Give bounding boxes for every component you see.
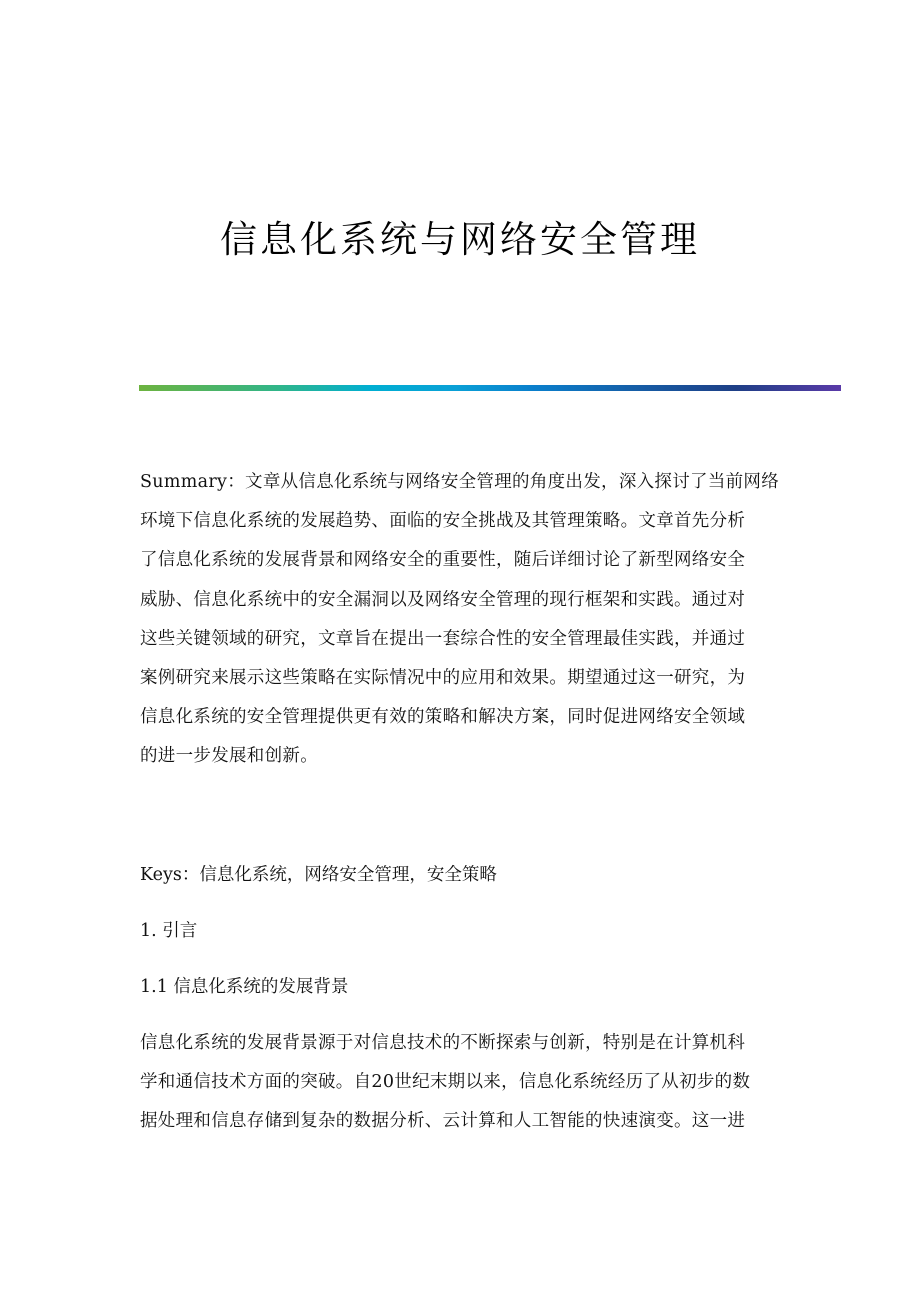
page-title: 信息化系统与网络安全管理 (220, 218, 700, 261)
summary-line: 信息化系统的安全管理提供更有效的策略和解决方案，同时促进网络安全领域 (140, 707, 746, 728)
summary-line: 案例研究来展示这些策略在实际情况中的应用和效果。期望通过这一研究，为 (140, 668, 746, 689)
section-heading-introduction: 1. 引言 (140, 921, 198, 941)
paragraph-line: 信息化系统的发展背景源于对信息技术的不断探索与创新，特别是在计算机科 (140, 1033, 746, 1053)
paragraph-line: 据处理和信息存储到复杂的数据分析、云计算和人工智能的快速演变。这一进 (140, 1111, 746, 1132)
summary-line: 环境下信息化系统的发展趋势、面临的安全挑战及其管理策略。文章首先分析 (140, 511, 746, 532)
title-gradient-divider (139, 385, 841, 391)
summary-line: 这些关键领域的研究，文章旨在提出一套综合性的安全管理最佳实践，并通过 (140, 628, 746, 649)
paragraph-line: 学和通信技术方面的突破。自20世纪末期以来，信息化系统经历了从初步的数 (140, 1072, 751, 1093)
keywords-line: Keys：信息化系统，网络安全管理，安全策略 (140, 865, 497, 885)
background-paragraph (140, 1024, 790, 1142)
summary-line: 了信息化系统的发展背景和网络安全的重要性，随后详细讨论了新型网络安全 (140, 550, 746, 571)
summary-line: Summary：文章从信息化系统与网络安全管理的角度出发，深入探讨了当前网络 (140, 472, 780, 492)
summary-line: 威胁、信息化系统中的安全漏洞以及网络安全管理的现行框架和实践。通过对 (140, 589, 746, 610)
summary-line: 的进一步发展和创新。 (140, 746, 318, 767)
subsection-heading-background: 1.1 信息化系统的发展背景 (140, 977, 349, 997)
summary-paragraph (140, 463, 790, 777)
